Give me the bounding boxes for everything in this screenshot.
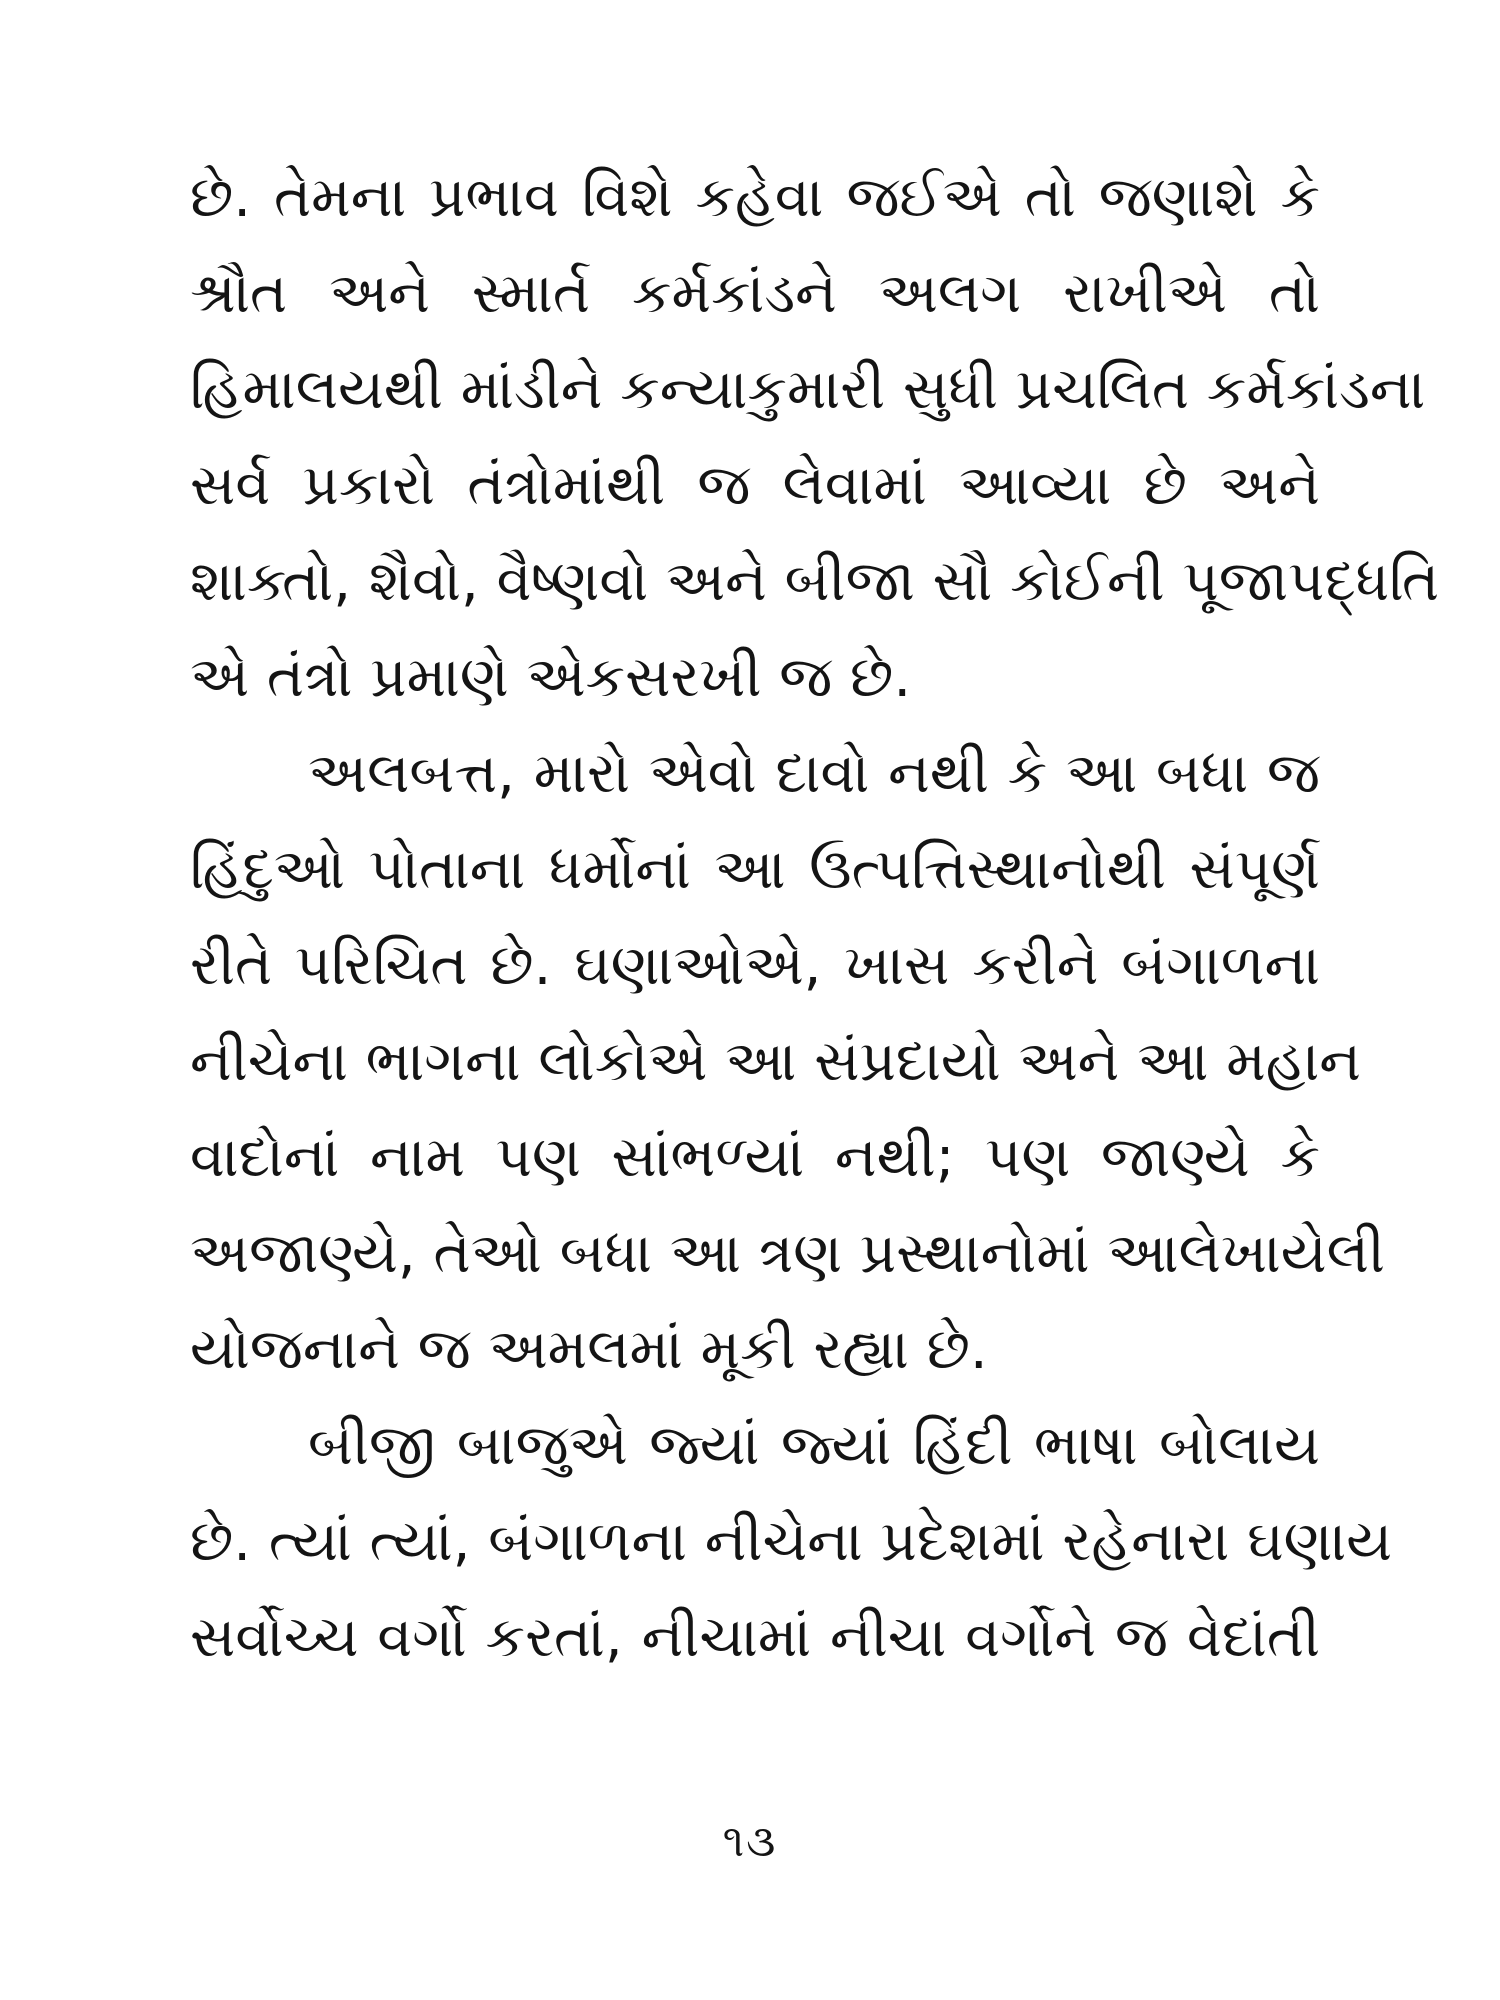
text-line: રીતે પરિચિત છે. ઘણાઓએ, ખાસ કરીને બંગાળના [190, 933, 1320, 998]
text-line: સર્વોચ્ચ વર્ગો કરતાં, નીચામાં નીચા વર્ગોને જ વેદાંતી [190, 1605, 1320, 1670]
text-line: છે. તેમના પ્રભાવ વિશે કહેવા જઈએ તો જણાશે કે [190, 165, 1320, 230]
page-number: ૧૩ [722, 1816, 778, 1867]
paragraph-first-line: અલબત્ત, મારો એવો દાવો નથી કે આ બધા જ [308, 741, 1320, 806]
text-line: છે. ત્યાં ત્યાં, બંગાળના નીચેના પ્રદેશમાં રહેનારા ઘણાય [190, 1509, 1393, 1574]
paragraph-first-line: બીજી બાજુએ જ્યાં જ્યાં હિંદી ભાષા બોલાય [308, 1413, 1320, 1478]
text-line: શાક્તો, શૈવો, વૈષ્ણવો અને બીજા સૌ કોઈની પૂજાપદ્ધતિ [190, 549, 1440, 614]
text-line: શ્રૌત અને સ્માર્ત કર્મકાંડને અલગ રાખીએ તો [190, 261, 1320, 326]
text-line: યોજનાને જ અમલમાં મૂકી રહ્યા છે. [190, 1317, 988, 1382]
body-text [190, 150, 1440, 1686]
text-line: નીચેના ભાગના લોકોએ આ સંપ્રદાયો અને આ મહાન [190, 1029, 1362, 1094]
text-line: એ તંત્રો પ્રમાણે એકસરખી જ છે. [190, 645, 912, 710]
text-line: વાદોનાં નામ પણ સાંભળ્યાં નથી; પણ જાણ્યે કે [190, 1125, 1320, 1190]
text-line: હિમાલયથી માંડીને કન્યાકુમારી સુધી પ્રચલિત કર્મકાંડના [190, 357, 1426, 422]
text-line: અજાણ્યે, તેઓ બધા આ ત્રણ પ્રસ્થાનોમાં આલેખાયેલી [190, 1221, 1385, 1286]
text-line: સર્વ પ્રકારો તંત્રોમાંથી જ લેવામાં આવ્યા છે અને [190, 453, 1320, 518]
text-line: હિંદુઓ પોતાના ધર્મોનાં આ ઉત્પત્તિસ્થાનોથી સંપૂર્ણ [190, 837, 1320, 902]
